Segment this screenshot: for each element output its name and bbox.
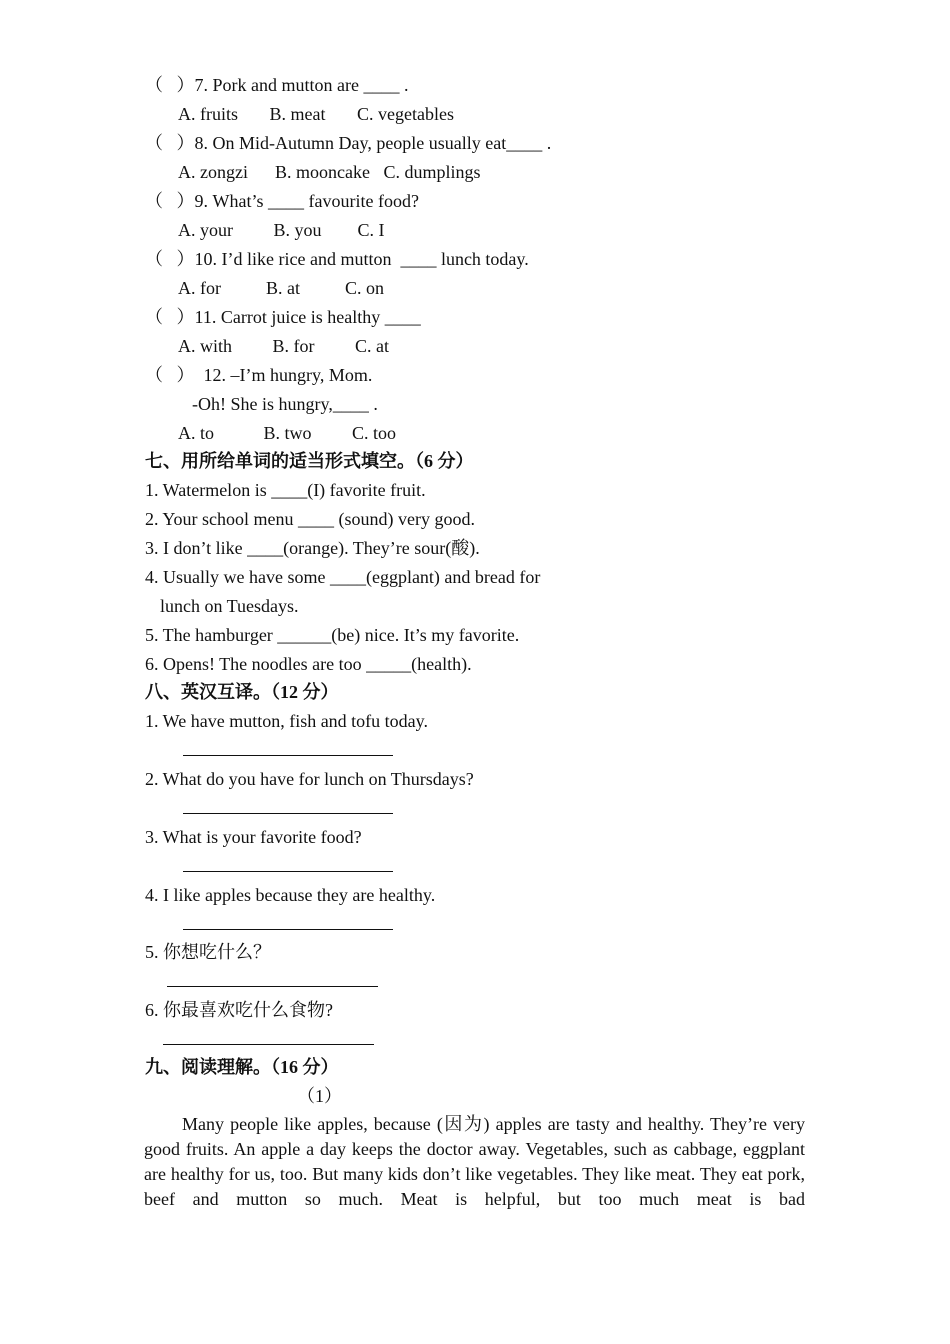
answer-line	[183, 755, 393, 756]
question-7-options: A. fruits B. meat C. vegetables	[178, 104, 454, 124]
question-9: （ ）9. What’s ____ favourite food?	[145, 191, 419, 211]
section-7-title: 七、用所给单词的适当形式填空。（6 分）	[145, 451, 474, 471]
question-10-options: A. for B. at C. on	[178, 278, 384, 298]
answer-line	[183, 929, 393, 930]
fill-item: 4. Usually we have some ____(eggplant) and bread for	[145, 567, 541, 587]
answer-line	[183, 871, 393, 872]
question-7: （ ）7. Pork and mutton are ____ .	[145, 75, 409, 95]
fill-item: 6. Opens! The noodles are too _____(health).	[145, 654, 472, 674]
question-11: （ ）11. Carrot juice is healthy ____	[145, 307, 421, 327]
question-11-options: A. with B. for C. at	[178, 336, 389, 356]
fill-item: 2. Your school menu ____ (sound) very good.	[145, 509, 475, 529]
reading-passage: Many people like apples, because (因为) apples are tasty and healthy. They’re very good fruits. An apple a day keeps the doctor away. Vegetables, such as cabbage, eggplant are healthy for us, too. But many kids don’t like vegetables. They like meat. They eat pork, beef and mutton so much. Meat is helpful, but too much meat is bad	[144, 1114, 805, 1209]
question-8: （ ）8. On Mid-Autumn Day, people usually eat____ .	[145, 133, 552, 153]
translate-item: 1. We have mutton, fish and tofu today.	[145, 711, 428, 731]
passage-number: （1）	[297, 1086, 342, 1106]
question-9-options: A. your B. you C. I	[178, 220, 385, 240]
question-8-options: A. zongzi B. mooncake C. dumplings	[178, 162, 481, 182]
translate-item: 6. 你最喜欢吃什么食物?	[145, 1000, 333, 1020]
question-10: （ ）10. I’d like rice and mutton ____ lunch today.	[145, 249, 529, 269]
fill-item: 1. Watermelon is ____(I) favorite fruit.	[145, 480, 426, 500]
fill-item: 5. The hamburger ______(be) nice. It’s my favorite.	[145, 625, 520, 645]
question-12-options: A. to B. two C. too	[178, 423, 397, 443]
answer-line	[167, 986, 378, 987]
translate-item: 2. What do you have for lunch on Thursdays?	[145, 769, 474, 789]
answer-line	[163, 1044, 374, 1045]
translate-item: 3. What is your favorite food?	[145, 827, 362, 847]
translate-item: 5. 你想吃什么？	[145, 942, 271, 962]
fill-item: 3. I don’t like ____(orange). They’re sour(酸).	[145, 538, 480, 558]
question-12-continuation: -Oh! She is hungry,____ .	[192, 394, 378, 414]
section-8-title: 八、英汉互译。（12 分）	[145, 682, 339, 702]
question-12: （ ） 12. –I’m hungry, Mom.	[145, 365, 373, 385]
section-9-title: 九、阅读理解。（16 分）	[145, 1057, 339, 1077]
answer-line	[183, 813, 393, 814]
translate-item: 4. I like apples because they are healthy.	[145, 885, 436, 905]
fill-item-continuation: lunch on Tuesdays.	[151, 596, 299, 616]
